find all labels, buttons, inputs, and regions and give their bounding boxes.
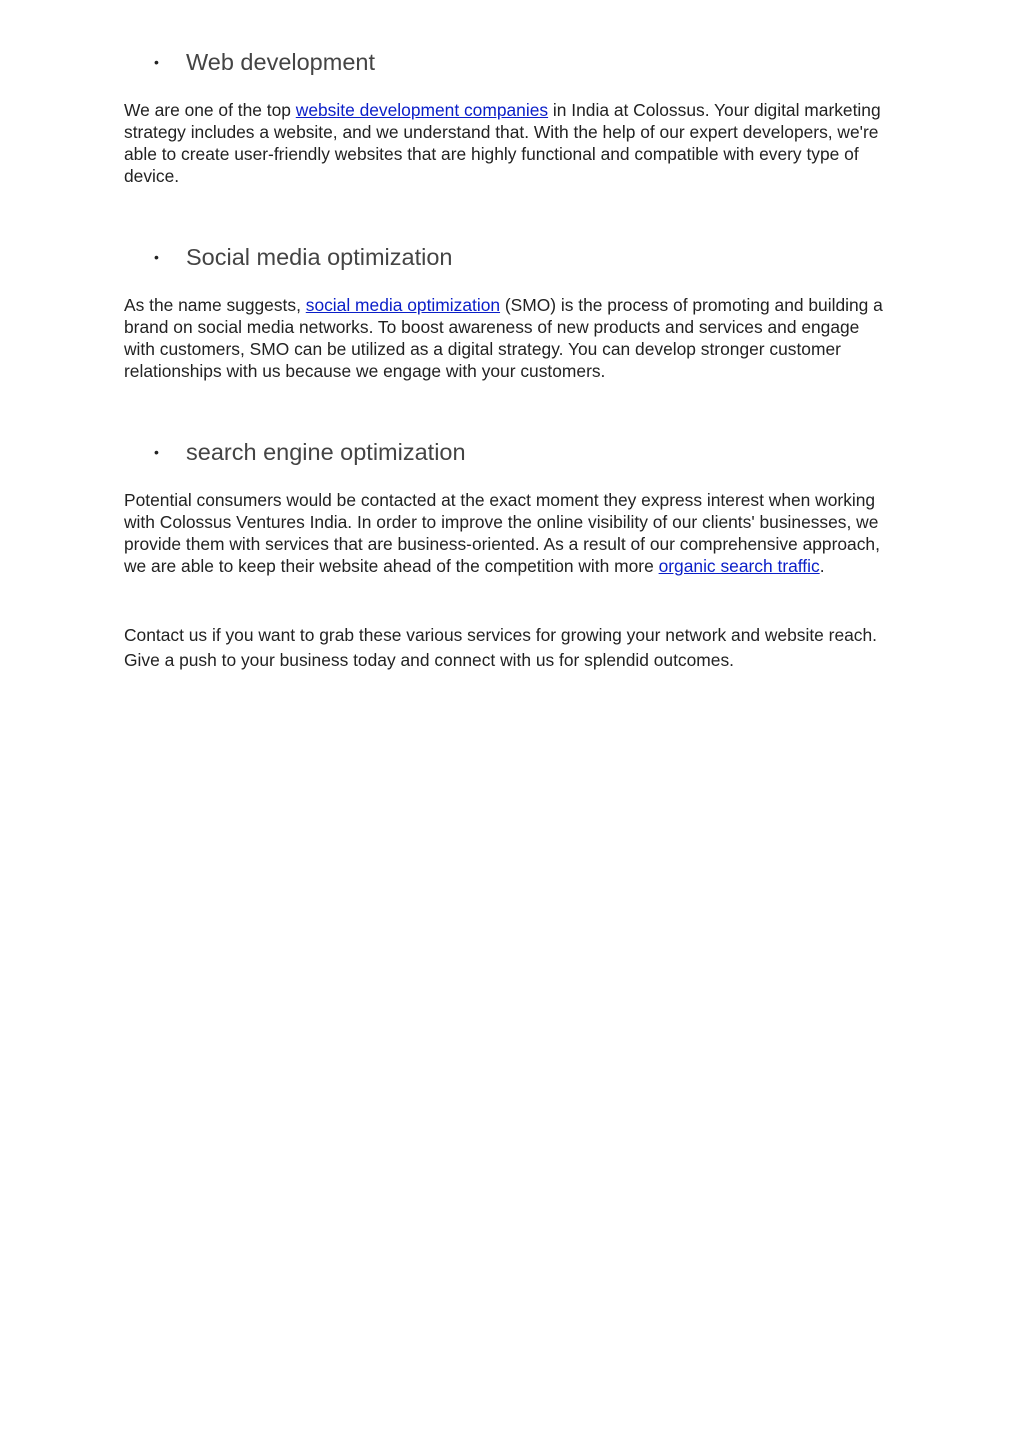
section-heading-text: Social media optimization <box>186 244 453 270</box>
closing-paragraph: Contact us if you want to grab these various services for growing your network and website reach. Give a push to your business today and connect with us for splendid outcomes. <box>124 625 878 670</box>
bullet-icon: • <box>154 444 159 460</box>
website-development-companies-link[interactable]: website development companies <box>295 100 549 120</box>
section-search-engine-optimization <box>124 434 894 577</box>
section-heading <box>124 239 894 275</box>
section-social-media-optimization <box>124 239 894 382</box>
section-paragraph <box>124 294 894 382</box>
bullet-icon: • <box>154 54 159 70</box>
paragraph-text: Potential consumers would be contacted at the exact moment they express interest when working with Colossus Ventures India. In order to improve the online visibility of our clients' businesses, we provide them with services that are business-oriented. As a result of our comprehensive approach, we are able to keep their website ahead of the competition with more <box>124 490 880 576</box>
section-heading <box>124 434 894 470</box>
social-media-optimization-link[interactable]: social media optimization <box>305 295 501 315</box>
section-paragraph <box>124 489 894 577</box>
organic-search-traffic-link[interactable]: organic search traffic <box>658 556 820 576</box>
paragraph-text: in India at Colossus. Your digital marketing strategy includes a website, and we understand that. With the help of our expert developers, we're able to create user-friendly websites that are highly functional and compatible with every type of device. <box>124 100 881 186</box>
section-paragraph <box>124 99 894 187</box>
paragraph-text: (SMO) is the process of promoting and building a brand on social media networks. To boost awareness of new products and services and engage with customers, SMO can be utilized as a digital strategy. You can develop stronger customer relationships with us because we engage with your customers. <box>124 295 883 381</box>
paragraph-text: As the name suggests, <box>124 295 306 315</box>
paragraph-text: . <box>819 556 825 576</box>
paragraph-text: We are one of the top <box>124 100 296 120</box>
bullet-icon: • <box>154 249 159 265</box>
section-heading-text: Web development <box>186 49 375 75</box>
section-heading-text: search engine optimization <box>186 439 466 465</box>
section-web-development <box>124 44 894 187</box>
document-body <box>124 44 894 673</box>
section-heading <box>124 44 894 80</box>
